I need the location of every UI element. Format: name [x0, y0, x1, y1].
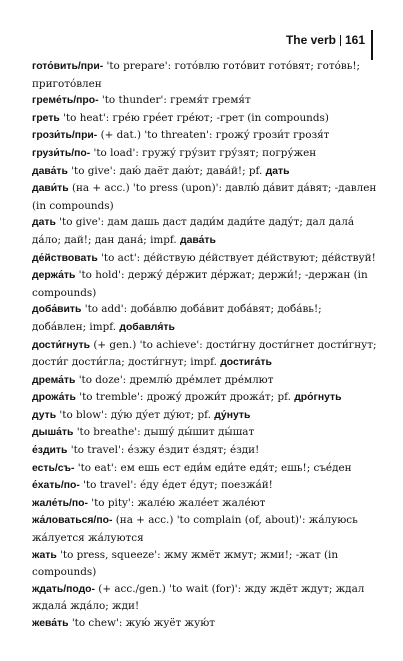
verb-entry	[32, 301, 377, 336]
section-title: The verb	[285, 33, 336, 47]
page-number: 161	[344, 33, 365, 47]
entry-headword: дрема́ть	[32, 374, 76, 386]
verb-entry	[32, 615, 377, 633]
entry-aspect-pair: достига́ть	[220, 357, 272, 369]
entry-forms: 'to press, squeeze': жму жмёт жмут; жми!; -жат (in compounds)	[32, 548, 339, 579]
entry-forms: 'to hold': держу́ де́ржит де́ржат; держи́!; -держан (in compounds)	[32, 269, 368, 299]
verb-entry	[32, 214, 377, 249]
verb-entry	[32, 127, 377, 145]
entry-aspect-pair: ду́нуть	[214, 409, 251, 421]
entry-aspect-pair: дава́ть	[180, 234, 216, 246]
entry-forms: 'to heat': гре́ю гре́ет гре́ют; -грет (in compounds)	[59, 111, 329, 124]
entry-forms: 'to travel': е́зжу е́здит е́здят; е́зди!	[67, 444, 260, 457]
entry-forms: (на + acc.) 'to complain (of, about)': жа́луюсь жа́луется жа́луются	[32, 514, 358, 545]
entry-forms: 'to give': даю́ даёт даю́т; дава́й!; pf.	[67, 164, 266, 177]
verb-entry	[32, 163, 377, 181]
entry-headword: дуть	[32, 409, 57, 421]
entry-headword: доба́вить	[32, 304, 82, 316]
entry-forms: 'to act': де́йствую де́йствует де́йствуют; де́йствуй!	[97, 251, 376, 264]
verb-entry-list	[32, 58, 377, 633]
verb-entry	[32, 495, 377, 513]
entry-headword: гото́вить/при-	[32, 61, 104, 72]
running-head	[286, 20, 373, 60]
entry-forms: 'to breathe': дышу́ ды́шит ды́шат	[73, 426, 255, 439]
entry-forms: 'to eat': ем ешь ест еди́м еди́те едя́т; ешь!; съе́ден	[74, 461, 352, 474]
entry-headword: греть	[32, 112, 60, 124]
entry-headword: греме́ть/про-	[32, 95, 99, 107]
entry-headword: жале́ть/по-	[32, 497, 88, 509]
entry-headword: е́хать/по-	[32, 480, 80, 492]
entry-headword: грози́ть/при-	[32, 130, 98, 142]
verb-entry	[32, 460, 377, 478]
entry-forms: 'to add': доба́влю доба́вит доба́вят; доба́вь!; доба́влен; impf.	[32, 303, 322, 333]
entry-headword: жать	[32, 549, 57, 561]
verb-entry	[32, 512, 377, 546]
verb-entry	[32, 110, 377, 128]
entry-headword: дрожа́ть	[32, 392, 76, 404]
entry-forms: (+ gen.) 'to achieve': дости́гну дости́гнет дости́гнут; дости́г дости́гла; дости́гнут; impf.	[32, 338, 377, 369]
entry-headword: жа́ловаться/по-	[32, 515, 113, 527]
verb-entry	[32, 372, 377, 390]
verb-entry	[32, 180, 377, 214]
entry-headword: дыша́ть	[32, 427, 74, 439]
verb-entry	[32, 547, 377, 581]
entry-forms: (+ acc./gen.) 'to wait (for)': жду ждёт ждут; ждал ждала́ жда́ло; жди!	[32, 582, 365, 613]
verb-entry	[32, 267, 377, 301]
entry-forms: 'to travel': е́ду е́дет е́дут; поезжа́й!	[79, 479, 273, 492]
entry-forms: 'to prepare': гото́влю гото́вит гото́вят; гото́вь!; пригото́влен	[32, 60, 361, 90]
entry-headword: дать	[32, 217, 56, 229]
entry-forms: 'to doze': дремлю́ дре́млет дре́млют	[75, 373, 274, 386]
verb-entry	[32, 337, 377, 372]
header-rule	[371, 30, 373, 60]
entry-aspect-pair: дать	[265, 165, 290, 177]
entry-headword: грузи́ть/по-	[32, 147, 91, 159]
verb-entry	[32, 407, 377, 425]
entry-forms: (+ dat.) 'to threaten': грожу́ грози́т грозя́т	[97, 129, 330, 142]
verb-entry	[32, 477, 377, 495]
verb-entry	[32, 92, 377, 110]
verb-entry	[32, 442, 377, 460]
entry-forms: 'to thunder': гремя́т гремя́т	[98, 94, 251, 107]
entry-headword: жева́ть	[32, 618, 69, 629]
entry-headword: е́здить	[32, 445, 68, 457]
entry-headword: держа́ть	[32, 270, 76, 282]
entry-forms: 'to pity': жале́ю жале́ет жале́ют	[87, 496, 266, 509]
entry-forms: 'to load': гружу́ гру́зит гру́зят; погру́жен	[90, 146, 317, 159]
entry-forms: 'to tremble': дрожу́ дрожи́т дрожа́т; pf.	[75, 391, 295, 404]
entry-forms: 'to blow': ду́ю ду́ет ду́ют; pf.	[56, 408, 215, 421]
verb-entry	[32, 424, 377, 442]
verb-entry	[32, 145, 377, 163]
entry-aspect-pair: добавля́ть	[119, 321, 175, 333]
verb-entry	[32, 581, 377, 615]
header-separator	[340, 35, 341, 46]
entry-headword: де́йствовать	[32, 252, 98, 264]
verb-entry	[32, 58, 377, 92]
entry-headword: дава́ть	[32, 165, 68, 177]
entry-headword: есть/съ-	[32, 462, 75, 474]
verb-entry	[32, 389, 377, 407]
entry-forms: (на + acc.) 'to press (upon)': давлю́ да́вит да́вят; -давлен (in compounds)	[32, 182, 377, 212]
entry-forms: 'to chew': жую́ жуёт жую́т	[68, 617, 215, 629]
entry-aspect-pair: дро́гнуть	[294, 392, 342, 404]
entry-headword: дави́ть	[32, 183, 69, 195]
entry-headword: дости́гнуть	[32, 339, 91, 351]
entry-headword: ждать/подо-	[32, 583, 95, 595]
verb-entry	[32, 250, 377, 268]
entry-forms: 'to give': дам дашь даст дади́м дади́те даду́т; дал дала́ да́ло; дай!; дан дана́; impf.	[32, 216, 355, 246]
